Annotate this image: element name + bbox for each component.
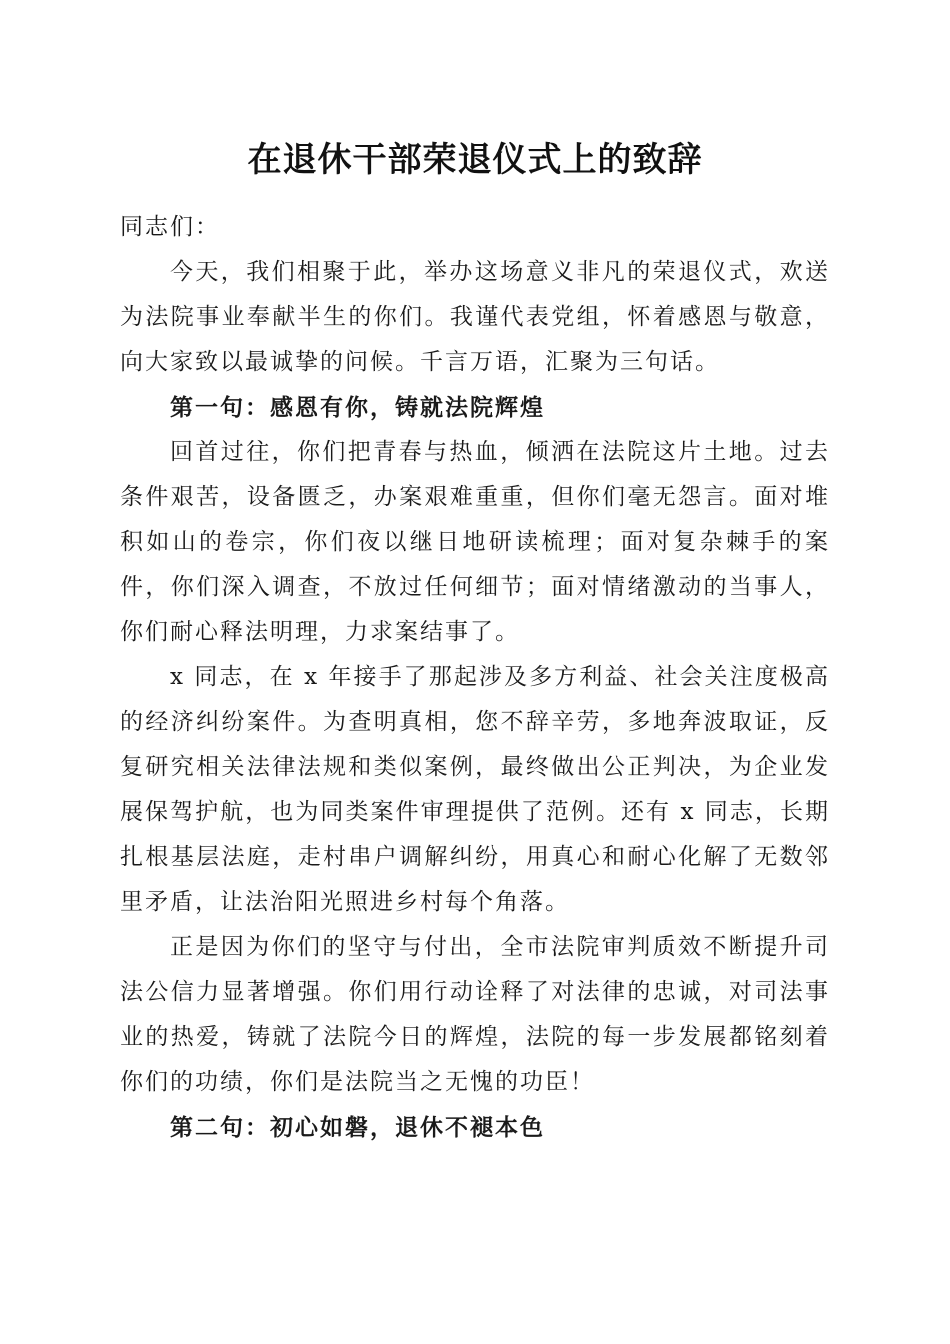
section-heading-second: 第二句：初心如磐，退休不褪本色 (170, 1114, 545, 1141)
paragraph-retrospect: 回首过往，你们把青春与热血，倾洒在法院这片土地。过去条件艰苦，设备匮乏，办案艰难重重，但你们毫无怨言。面对堆积如山的卷宗，你们夜以继日地研读梳理；面对复杂棘手的案件，你们深入调查，不放过任何细节；面对情绪激动的当事人，你们耐心释法明理，力求案结事了。 (120, 439, 830, 645)
paragraph-opening: 今天，我们相聚于此，举办这场意义非凡的荣退仪式，欢送为法院事业奉献半生的你们。我谨代表党组，怀着感恩与敬意，向大家致以最诚挚的问候。千言万语，汇聚为三句话。 (120, 259, 830, 375)
document-title: 在退休干部荣退仪式上的致辞 (247, 140, 703, 180)
paragraph-achievements: 正是因为你们的坚守与付出，全市法院审判质效不断提升司法公信力显著增强。你们用行动诠释了对法律的忠诚，对司法事业的热爱，铸就了法院今日的辉煌，法院的每一步发展都铭刻着你们的功绩，你们是法院当之无愧的功臣！ (120, 934, 830, 1095)
salutation: 同志们： (120, 214, 220, 240)
section-heading-first: 第一句：感恩有你，铸就法院辉煌 (170, 394, 545, 421)
document-body (120, 205, 830, 1150)
paragraph-examples: x 同志，在 x 年接手了那起涉及多方利益、社会关注度极高的经济纠纷案件。为查明真相，您不辞辛劳，多地奔波取证，反复研究相关法律法规和类似案例，最终做出公正判决，为企业发展保驾护航，也为同类案件审理提供了范例。还有 x 同志，长期扎根基层法庭，走村串户调解纠纷，用真心和耐心化解了无数邻里矛盾，让法治阳光照进乡村每个角落。 (120, 664, 830, 915)
